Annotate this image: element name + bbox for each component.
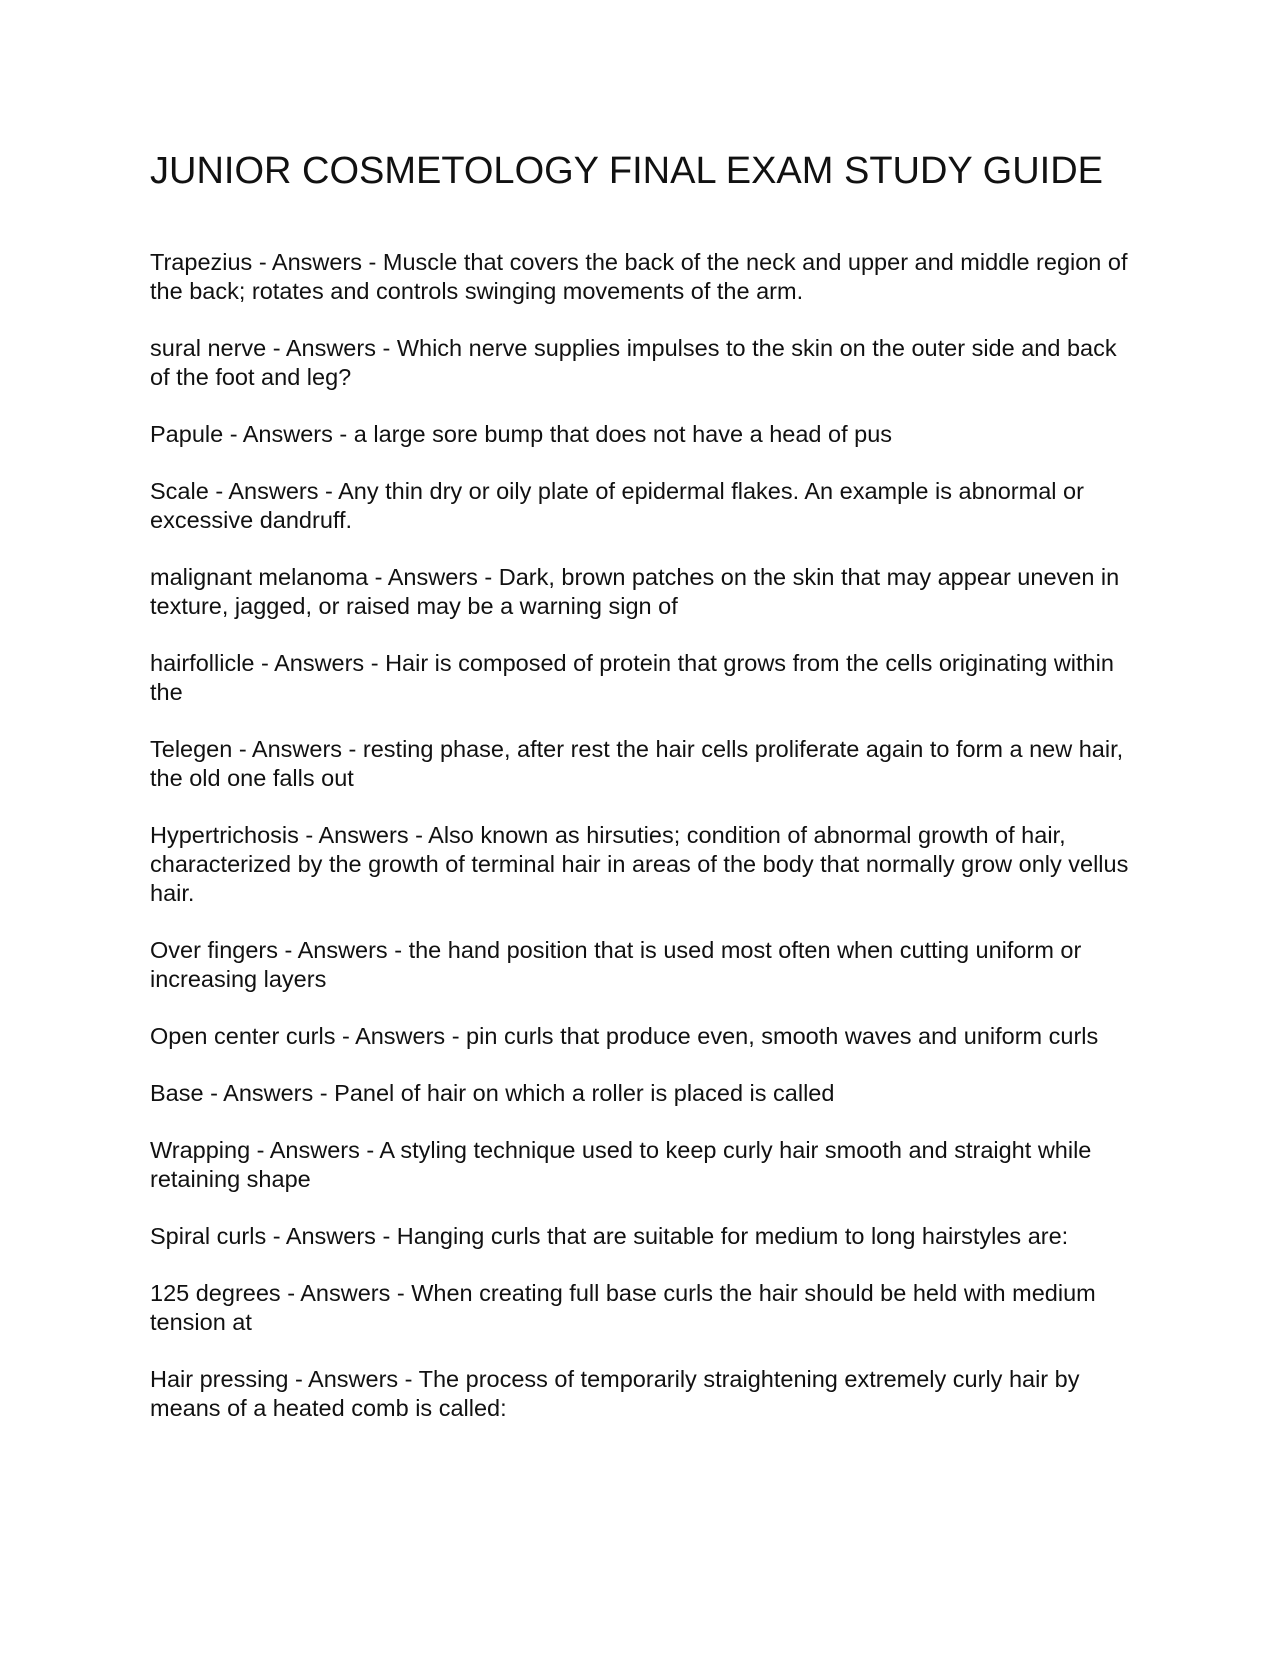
study-entry: malignant melanoma - Answers - Dark, brown patches on the skin that may appear uneven in texture, jagged, or raised may be a warning sign of (150, 564, 1120, 619)
study-entry: sural nerve - Answers - Which nerve supplies impulses to the skin on the outer side and back of the foot and leg? (150, 335, 1117, 390)
study-entry: hairfollicle - Answers - Hair is composed of protein that grows from the cells originating within the (150, 650, 1114, 705)
study-entry: Spiral curls - Answers - Hanging curls that are suitable for medium to long hairstyles are: (150, 1223, 1069, 1249)
study-entry: 125 degrees - Answers - When creating full base curls the hair should be held with medium tension at (150, 1280, 1096, 1335)
study-entry: Scale - Answers - Any thin dry or oily plate of epidermal flakes. An example is abnormal or excessive dandruff. (150, 478, 1084, 533)
study-entry: Open center curls - Answers - pin curls that produce even, smooth waves and uniform curls (150, 1023, 1099, 1049)
study-entry: Wrapping - Answers - A styling technique used to keep curly hair smooth and straight while retaining shape (150, 1137, 1092, 1192)
study-entry: Hair pressing - Answers - The process of temporarily straightening extremely curly hair by means of a heated comb is called: (150, 1366, 1080, 1421)
study-entry: Trapezius - Answers - Muscle that covers the back of the neck and upper and middle region of the back; rotates and controls swinging movements of the arm. (150, 249, 1128, 304)
study-entry: Base - Answers - Panel of hair on which a roller is placed is called (150, 1080, 835, 1106)
study-entry: Over fingers - Answers - the hand position that is used most often when cutting uniform or increasing layers (150, 937, 1082, 992)
study-entry: Telegen - Answers - resting phase, after rest the hair cells proliferate again to form a new hair, the old one falls out (150, 736, 1124, 791)
study-entry: Hypertrichosis - Answers - Also known as hirsuties; condition of abnormal growth of hair, characterized by the growth of terminal hair in areas of the body that normally grow only vellus hair. (150, 822, 1129, 906)
study-guide-entries (150, 248, 1130, 1451)
document-title: JUNIOR COSMETOLOGY FINAL EXAM STUDY GUIDE (150, 150, 1103, 192)
study-entry: Papule - Answers - a large sore bump that does not have a head of pus (150, 421, 893, 447)
